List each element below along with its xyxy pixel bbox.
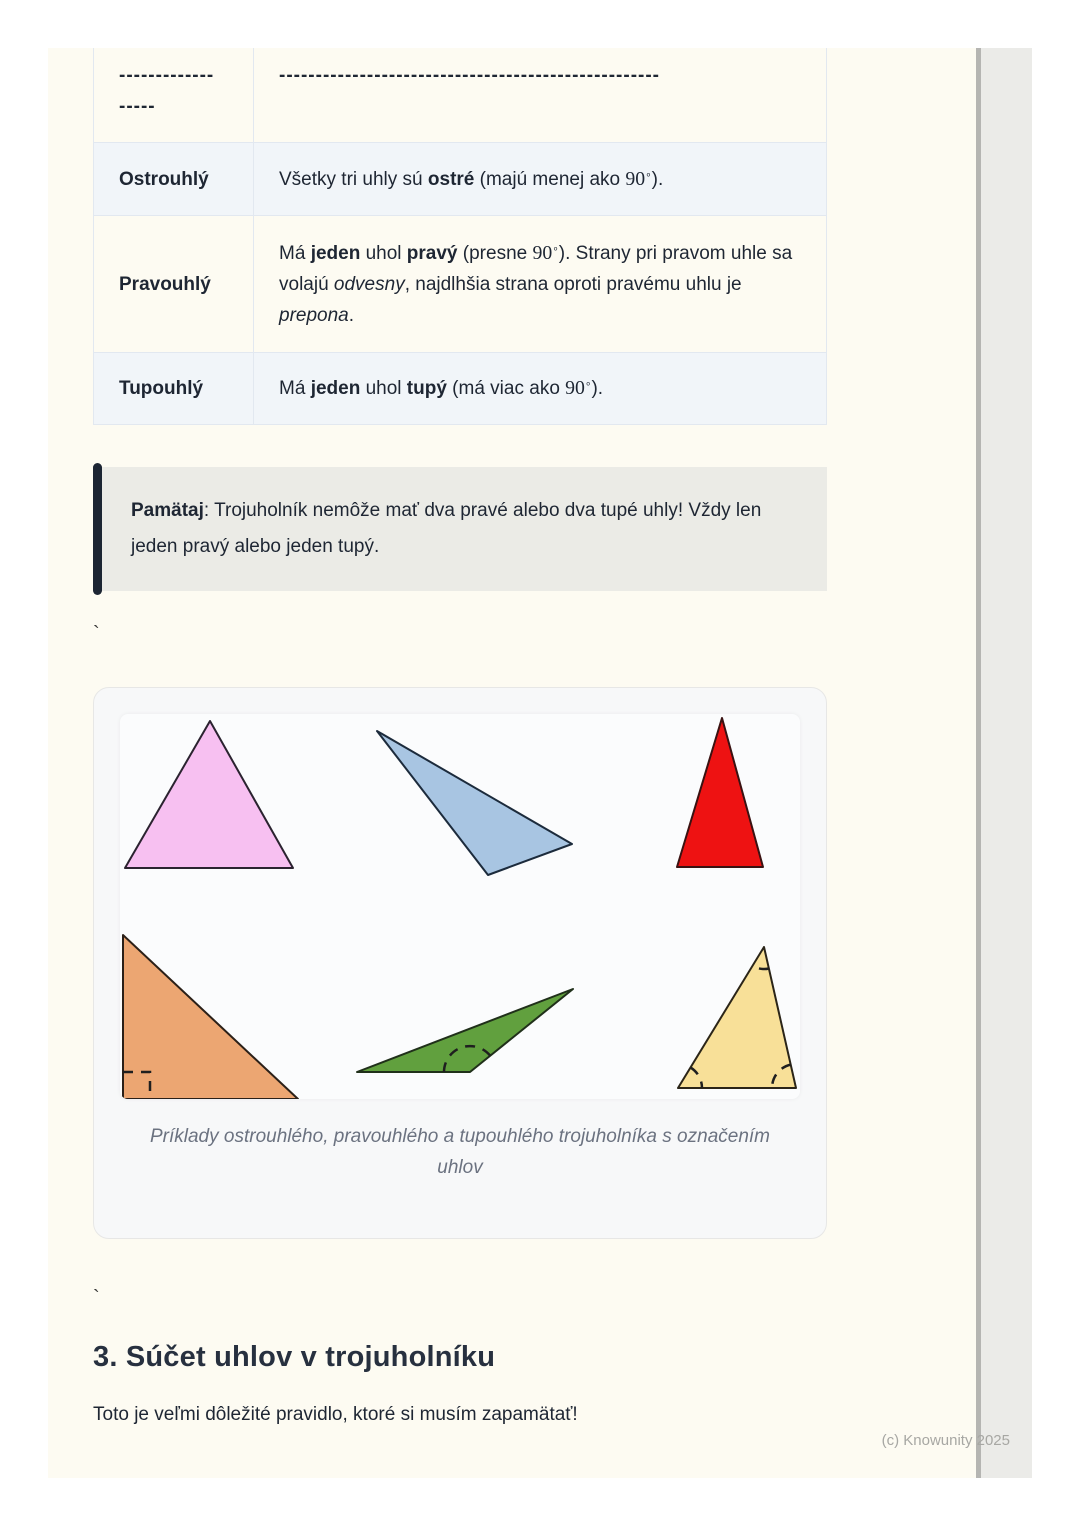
table-cell-description: [254, 353, 827, 425]
text-segment: (majú menej ako: [474, 168, 626, 190]
text-segment: ----------------------------------------------------: [279, 65, 661, 86]
table-row: [94, 48, 827, 143]
text-segment: .: [348, 304, 355, 326]
table-cell-description: [254, 143, 827, 216]
label-line: -------------: [119, 65, 215, 86]
label-line: Ostrouhlý: [119, 168, 209, 190]
text-segment: ostré: [427, 168, 475, 190]
callout-text: [99, 467, 827, 591]
scrollbar-track[interactable]: [976, 48, 1032, 1478]
acute-triangle-pink: [125, 721, 293, 868]
text-segment: uhol: [360, 242, 407, 264]
remember-callout: [93, 467, 827, 591]
acute-triangle-yellow: [678, 947, 796, 1088]
text-segment: ∘: [552, 243, 559, 255]
text-segment: 90: [625, 167, 646, 190]
label-line: -----: [119, 96, 156, 117]
text-segment: Všetky tri uhly sú: [279, 168, 428, 190]
table-cell-type-label: [94, 48, 254, 143]
text-segment: , najdlhšia strana oproti pravému uhlu je: [404, 273, 742, 295]
table-cell-type-label: [94, 353, 254, 425]
table-cell-type-label: [94, 216, 254, 353]
right-triangle-orange: [123, 935, 298, 1099]
table-row: [94, 143, 827, 216]
text-segment: ∘: [584, 378, 592, 390]
document-content: [48, 48, 827, 1430]
triangle-types-table: [93, 48, 827, 425]
stray-backtick-2: `: [93, 1287, 100, 1309]
text-segment: uhol: [360, 378, 407, 399]
text-segment: : Trojuholník nemôže mať dva pravé alebo dva tupé uhly! Vždy len jeden pravý alebo jeden tupý.: [131, 500, 762, 557]
section-lead-paragraph: Toto je veľmi dôležité pravidlo, ktoré si musím zapamätať!: [93, 1404, 578, 1425]
text-segment: 90: [565, 377, 585, 399]
text-segment: Má: [279, 242, 311, 264]
obtuse-triangle-green: [357, 989, 573, 1072]
triangles-figure: [120, 714, 800, 1099]
text-segment: (má viac ako: [446, 378, 566, 399]
text-segment: odvesny: [333, 273, 405, 295]
text-segment: ).: [651, 168, 664, 190]
text-segment: ∘: [645, 169, 652, 181]
stray-backtick-1: `: [93, 623, 100, 645]
text-segment: jeden: [310, 378, 361, 399]
table-row: [94, 353, 827, 425]
figure-card: [93, 687, 827, 1239]
footer-credit: (c) Knowunity 2025: [881, 1432, 1010, 1449]
text-segment: jeden: [310, 242, 361, 264]
triangles-illustration: [120, 714, 800, 1099]
text-segment: Má: [279, 378, 311, 399]
text-segment: (presne: [457, 242, 533, 264]
callout-accent-bar: [93, 463, 102, 595]
text-segment: pravý: [406, 242, 458, 264]
text-segment: ). Strany pri pravom uhle sa volajú: [279, 242, 793, 295]
text-segment: Pamätaj: [131, 500, 204, 521]
section-heading: 3. Súčet uhlov v trojuholníku: [93, 1341, 496, 1373]
table-cell-type-label: [94, 143, 254, 216]
table-cell-description: [254, 48, 827, 143]
text-segment: prepona: [279, 304, 349, 326]
acute-triangle-blue: [377, 731, 572, 875]
text-segment: 90: [532, 241, 553, 264]
acute-triangle-red: [677, 718, 763, 867]
table-row: [94, 216, 827, 353]
figure-caption: Príklady ostrouhlého, pravouhlého a tupouhlého trojuholníka s označením uhlov: [149, 1126, 770, 1178]
text-segment: ).: [591, 378, 604, 399]
text-segment: tupý: [406, 378, 447, 399]
document-page: [48, 48, 976, 1478]
label-line: Pravouhlý: [119, 273, 211, 295]
table-cell-description: [254, 216, 827, 353]
label-line: Tupouhlý: [119, 378, 204, 399]
